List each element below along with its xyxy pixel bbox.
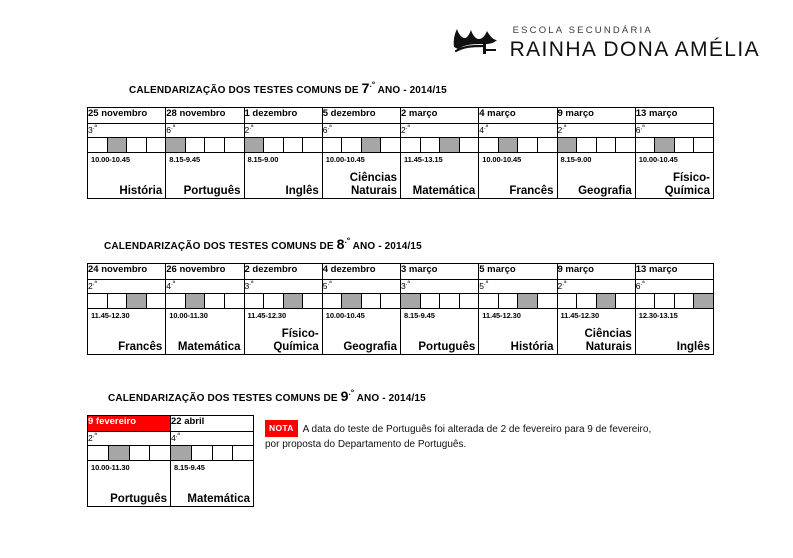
time-slot-bar [323, 138, 400, 152]
title-ordinal: .º [348, 388, 355, 397]
time-slot-filled [284, 294, 304, 308]
date-cell: 26 novembro [166, 264, 244, 280]
time-slot-empty [460, 138, 479, 152]
time-slot-empty [147, 294, 166, 308]
title-ordinal: .º [344, 236, 351, 245]
exam-cell [479, 309, 557, 355]
turma-number: 4 [479, 124, 484, 135]
time-slot-filled [166, 138, 186, 152]
time-slot-empty [479, 138, 499, 152]
time-slot-empty [225, 294, 244, 308]
time-slot-filled [499, 138, 519, 152]
time-slot-bar [479, 294, 556, 308]
time-slot-cell [479, 294, 557, 309]
turma-cell [557, 124, 635, 138]
turma-ordinal: .ª [483, 124, 489, 131]
date-cell: 3 março [401, 264, 479, 280]
exam-cell [244, 153, 322, 199]
exam-time: 12.30-13.15 [638, 311, 678, 320]
date-cell: 2 março [401, 108, 479, 124]
date-cell: 28 novembro [166, 108, 244, 124]
exam-subject: Francês [118, 340, 163, 353]
time-slot-bar [558, 138, 635, 152]
time-slot-empty [538, 294, 557, 308]
turma-ordinal: .ª [327, 124, 332, 131]
time-slot-empty [88, 446, 109, 460]
date-cell: 25 novembro [88, 108, 166, 124]
exam-time: 11.45-12.30 [482, 311, 521, 320]
time-slot-cell [479, 138, 557, 153]
date-cell: 22 abril [171, 416, 254, 432]
calendar-table-9ano [87, 415, 254, 507]
time-slot-cell [401, 294, 479, 309]
turma-ordinal: .ª [175, 432, 180, 439]
exam-subject: Português [183, 184, 241, 197]
time-slot-filled [245, 138, 265, 152]
time-slot-cell [88, 138, 166, 153]
exam-subject: História [119, 184, 163, 197]
time-slot-empty [381, 294, 400, 308]
time-slot-empty [479, 294, 499, 308]
time-slot-empty [303, 294, 322, 308]
turma-cell [244, 280, 322, 294]
turma-cell [166, 280, 244, 294]
time-slot-empty [323, 294, 343, 308]
exam-subject: Francês [509, 184, 554, 197]
turma-ordinal: .ª [483, 280, 489, 287]
title-prefix: CALENDARIZAÇÃO DOS TESTES COMUNS DE [104, 241, 337, 252]
time-slot-empty [192, 446, 213, 460]
time-slot-cell [401, 138, 479, 153]
exam-cell [88, 153, 166, 199]
exam-time: 8.15-9.00 [247, 155, 279, 164]
time-slot-empty [421, 294, 441, 308]
time-slot-empty [381, 138, 400, 152]
time-slot-empty [264, 294, 284, 308]
exam-cell [166, 153, 244, 199]
exam-subject: Inglês [676, 340, 710, 353]
exam-subject: Português [110, 492, 167, 505]
time-slot-empty [245, 294, 265, 308]
turma-ordinal: .ª [92, 124, 97, 131]
exam-time: 11.45-12.30 [91, 311, 130, 320]
time-slot-bar [245, 294, 322, 308]
time-slot-cell [635, 294, 713, 309]
note-line-1: A data do teste de Português foi alterada de 2 de fevereiro para 9 de fevereiro, [302, 424, 652, 435]
time-slot-cell [635, 138, 713, 153]
exam-time: 10.00-10.45 [482, 155, 522, 164]
time-slot-empty [225, 138, 244, 152]
exam-time: 10.00-10.45 [325, 155, 365, 164]
turma-ordinal: .ª [562, 280, 567, 287]
time-slot-filled [597, 294, 617, 308]
title-year: 8 [336, 236, 345, 252]
time-slot-cell [166, 138, 244, 153]
time-slot-empty [421, 138, 441, 152]
turma-cell [88, 124, 166, 138]
section-8ano [0, 236, 793, 353]
date-cell: 24 novembro [88, 264, 166, 280]
note-line-2: por proposta do Departamento de Português. [265, 439, 467, 450]
title-prefix: CALENDARIZAÇÃO DOS TESTES COMUNS DE [108, 393, 341, 404]
time-slot-cell [557, 294, 635, 309]
turma-number: 3 [88, 124, 93, 135]
exam-subject: Físico-Química [664, 172, 710, 197]
time-slot-empty [401, 138, 421, 152]
time-slot-empty [694, 138, 713, 152]
exam-cell [401, 309, 479, 355]
date-cell: 13 março [635, 264, 713, 280]
time-slot-empty [205, 138, 225, 152]
turma-number: 3 [401, 280, 406, 291]
time-slot-filled [694, 294, 713, 308]
table-row-slots [88, 446, 254, 461]
date-cell: 9 março [557, 108, 635, 124]
turma-number: 6 [635, 280, 641, 291]
table-row-turmas [88, 124, 714, 138]
turma-ordinal: .ª [92, 432, 97, 439]
time-slot-empty [88, 294, 108, 308]
time-slot-empty [655, 294, 675, 308]
turma-cell [322, 124, 400, 138]
turma-ordinal: .ª [640, 280, 645, 287]
turma-number: 2 [557, 124, 563, 135]
time-slot-empty [636, 138, 656, 152]
exam-cell [322, 309, 400, 355]
time-slot-cell [88, 446, 171, 461]
date-cell: 4 dezembro [322, 264, 400, 280]
date-cell: 9 fevereiro [88, 416, 171, 432]
date-cell: 9 março [557, 264, 635, 280]
title-suffix: ANO - 2014/15 [354, 393, 426, 404]
time-slot-filled [171, 446, 192, 460]
time-slot-cell [244, 294, 322, 309]
time-slot-empty [460, 294, 479, 308]
title-suffix: ANO - 2014/15 [350, 241, 422, 252]
note-block [265, 420, 685, 452]
time-slot-bar [245, 138, 322, 152]
time-slot-empty [675, 138, 695, 152]
exam-cell [244, 309, 322, 355]
exam-time: 11.45-13.15 [404, 155, 443, 164]
date-cell: 1 dezembro [244, 108, 322, 124]
turma-cell [401, 280, 479, 294]
logo-subtitle: ESCOLA SECUNDÁRIA [512, 25, 653, 36]
turma-cell [479, 280, 557, 294]
turma-number: 4 [171, 432, 176, 443]
time-slot-empty [538, 138, 557, 152]
section-7ano [0, 80, 793, 197]
time-slot-bar [88, 138, 165, 152]
calendar-table-8ano [87, 263, 714, 355]
time-slot-empty [440, 294, 460, 308]
exam-cell [322, 153, 400, 199]
time-slot-empty [499, 294, 519, 308]
date-cell: 13 março [635, 108, 713, 124]
time-slot-empty [147, 138, 166, 152]
exam-subject: Matemática [177, 340, 241, 353]
date-cell: 5 março [479, 264, 557, 280]
table-row-dates [88, 108, 714, 124]
time-slot-empty [323, 138, 343, 152]
exam-time: 10.00-11.30 [91, 463, 130, 472]
exam-subject: Ciências Naturais [349, 172, 397, 197]
time-slot-bar [558, 294, 635, 308]
time-slot-empty [150, 446, 170, 460]
time-slot-empty [362, 294, 382, 308]
time-slot-empty [597, 138, 617, 152]
exam-cell [557, 309, 635, 355]
exam-subject: Português [418, 340, 476, 353]
logo-name: RAINHA DONA AMÉLIA [509, 38, 760, 61]
exam-cell [88, 461, 171, 507]
title-suffix: ANO - 2014/15 [375, 85, 447, 96]
time-slot-filled [558, 138, 578, 152]
exam-time: 10.00-11.30 [169, 311, 208, 320]
time-slot-filled [342, 294, 362, 308]
table-row-body [88, 153, 714, 199]
turma-cell [171, 432, 254, 446]
turma-number: 5 [479, 280, 484, 291]
turma-cell [244, 124, 322, 138]
turma-ordinal: .ª [405, 124, 410, 131]
exam-cell [88, 309, 166, 355]
time-slot-cell [166, 294, 244, 309]
turma-cell [479, 124, 557, 138]
exam-cell [557, 153, 635, 199]
calendar-table-7ano [87, 107, 714, 199]
turma-number: 2 [401, 124, 406, 135]
date-cell: 4 março [479, 108, 557, 124]
exam-cell [635, 153, 713, 199]
time-slot-bar [166, 294, 243, 308]
turma-ordinal: .ª [405, 280, 410, 287]
turma-number: 5 [322, 280, 328, 291]
exam-time: 8.15-9.00 [560, 155, 592, 164]
table-row-dates [88, 416, 254, 432]
turma-cell [557, 280, 635, 294]
turma-ordinal: .ª [327, 280, 332, 287]
time-slot-cell [171, 446, 254, 461]
turma-ordinal: .ª [92, 280, 97, 287]
time-slot-empty [675, 294, 695, 308]
time-slot-bar [88, 446, 170, 460]
exam-cell [635, 309, 713, 355]
time-slot-empty [130, 446, 151, 460]
exam-cell [171, 461, 254, 507]
time-slot-bar [636, 138, 713, 152]
table-row-body [88, 461, 254, 507]
time-slot-empty [108, 294, 128, 308]
time-slot-filled [186, 294, 206, 308]
exam-subject: Ciências Naturais [584, 328, 632, 353]
exam-time: 8.15-9.45 [174, 463, 205, 472]
time-slot-filled [518, 294, 538, 308]
time-slot-cell [322, 138, 400, 153]
exam-subject: Geografia [578, 184, 632, 197]
table-row-turmas [88, 280, 714, 294]
title-prefix: CALENDARIZAÇÃO DOS TESTES COMUNS DE [129, 85, 362, 96]
table-row-dates [88, 264, 714, 280]
turma-number: 6 [635, 124, 641, 135]
time-slot-empty [213, 446, 234, 460]
time-slot-cell [322, 294, 400, 309]
exam-time: 8.15-9.45 [404, 311, 435, 320]
time-slot-cell [88, 294, 166, 309]
time-slot-filled [127, 294, 147, 308]
title-year: 7 [361, 80, 370, 96]
time-slot-bar [401, 294, 478, 308]
turma-number: 6 [322, 124, 328, 135]
turma-cell [88, 280, 166, 294]
section-title-7ano [129, 80, 793, 96]
turma-cell [166, 124, 244, 138]
table-row-slots [88, 138, 714, 153]
turma-cell [635, 280, 713, 294]
time-slot-bar [171, 446, 253, 460]
turma-ordinal: .ª [249, 280, 254, 287]
table-row-turmas [88, 432, 254, 446]
exam-subject: Físico-Química [273, 328, 319, 353]
title-ordinal: .º [369, 80, 376, 89]
time-slot-empty [616, 294, 635, 308]
exam-subject: Matemática [187, 492, 250, 505]
time-slot-empty [342, 138, 362, 152]
time-slot-empty [186, 138, 206, 152]
turma-number: 3 [244, 280, 250, 291]
exam-time: 10.00-10.45 [638, 155, 678, 164]
exam-time: 8.15-9.45 [169, 155, 201, 164]
time-slot-empty [518, 138, 538, 152]
time-slot-empty [577, 294, 597, 308]
time-slot-empty [303, 138, 322, 152]
exam-cell [479, 153, 557, 199]
time-slot-filled [108, 138, 128, 152]
school-logo [450, 12, 760, 60]
turma-number: 2 [88, 280, 93, 291]
time-slot-bar [323, 294, 400, 308]
date-cell: 2 dezembro [244, 264, 322, 280]
turma-number: 6 [166, 124, 171, 135]
note-badge: NOTA [265, 420, 298, 437]
exam-subject: Inglês [285, 184, 319, 197]
time-slot-empty [264, 138, 284, 152]
time-slot-empty [166, 294, 186, 308]
turma-ordinal: .ª [562, 124, 567, 131]
turma-ordinal: .ª [170, 124, 176, 131]
title-year: 9 [340, 388, 349, 404]
time-slot-cell [244, 138, 322, 153]
section-title-9ano [108, 388, 793, 404]
turma-cell [88, 432, 171, 446]
time-slot-filled [440, 138, 460, 152]
exam-time: 11.45-12.30 [560, 311, 600, 320]
turma-cell [322, 280, 400, 294]
exam-time: 11.45-12.30 [247, 311, 287, 320]
turma-ordinal: .ª [170, 280, 176, 287]
time-slot-empty [558, 294, 578, 308]
turma-cell [635, 124, 713, 138]
exam-subject: Matemática [412, 184, 476, 197]
time-slot-bar [166, 138, 243, 152]
turma-number: 2 [244, 124, 250, 135]
turma-number: 4 [166, 280, 171, 291]
time-slot-empty [577, 138, 597, 152]
exam-time: 10.00-10.45 [325, 311, 365, 320]
time-slot-cell [557, 138, 635, 153]
exam-subject: Geografia [343, 340, 397, 353]
time-slot-empty [233, 446, 253, 460]
turma-number: 2 [557, 280, 563, 291]
time-slot-empty [205, 294, 225, 308]
time-slot-filled [109, 446, 130, 460]
table-row-slots [88, 294, 714, 309]
exam-subject: História [510, 340, 554, 353]
section-title-8ano [104, 236, 793, 252]
exam-cell [401, 153, 479, 199]
time-slot-empty [284, 138, 304, 152]
exam-cell [166, 309, 244, 355]
time-slot-filled [655, 138, 675, 152]
time-slot-bar [636, 294, 713, 308]
time-slot-bar [479, 138, 556, 152]
turma-ordinal: .ª [640, 124, 645, 131]
exam-time: 10.00-10.45 [91, 155, 130, 164]
turma-ordinal: .ª [249, 124, 254, 131]
time-slot-empty [616, 138, 635, 152]
turma-number: 2 [88, 432, 93, 443]
time-slot-empty [127, 138, 147, 152]
date-cell: 5 dezembro [322, 108, 400, 124]
section-9ano [0, 388, 793, 505]
turma-cell [401, 124, 479, 138]
time-slot-empty [636, 294, 656, 308]
table-row-body [88, 309, 714, 355]
crown-icon [450, 25, 504, 60]
time-slot-filled [362, 138, 382, 152]
time-slot-filled [401, 294, 421, 308]
time-slot-bar [88, 294, 165, 308]
time-slot-bar [401, 138, 478, 152]
time-slot-empty [88, 138, 108, 152]
